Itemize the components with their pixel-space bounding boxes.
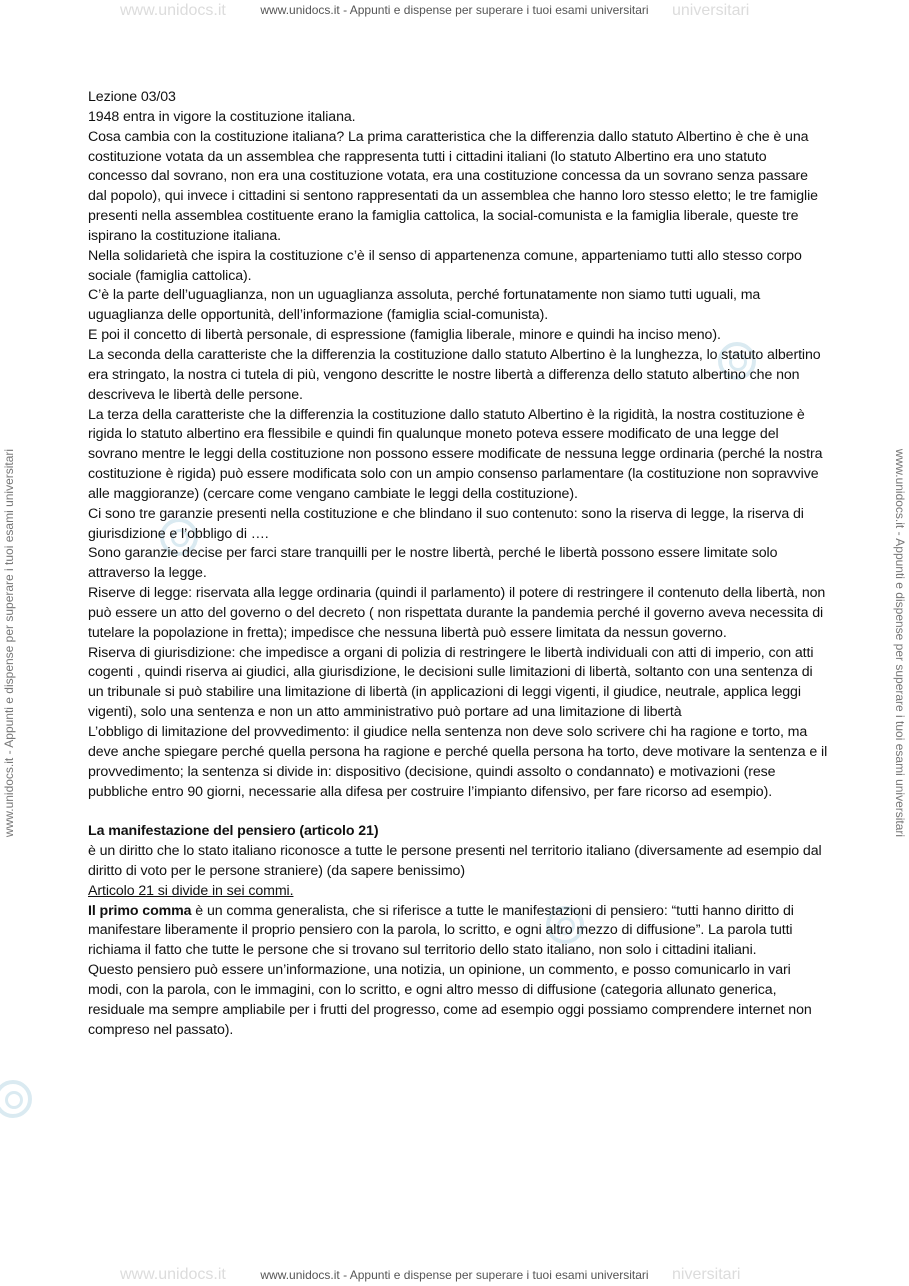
- bold-lead: Il primo comma: [88, 902, 192, 919]
- spacer: [88, 802, 828, 822]
- paragraph: C’è la parte dell’uguaglianza, non un uguaglianza assoluta, perché fortunatamente non siamo tutti uguali, ma uguaglianza delle opportunità, dell’informazione (famiglia scial-comunista).: [88, 287, 761, 324]
- watermark-faint-top: www.unidocs.it: [120, 2, 226, 19]
- paragraph: [88, 882, 828, 902]
- paragraph: La terza della caratteriste che la differenzia la costituzione dallo statuto Albertino è la rigidità, la nostra costituzione è rigida lo statuto albertino era flessibile e quindi fin qualunque moneto poteva essere modificato de una legge del sovrano mentre le leggi della costituzione non possono essere modificate de nessuna legge ordinaria (perché la nostra costituzione è rigida) può essere modificata solo con un ampio consenso parlamentare (la costituzione non sopravvive alle maggioranze) (cercare come vengano cambiate le leggi della costituzione).: [88, 406, 823, 502]
- paragraph: Questo pensiero può essere un’informazione, una notizia, un opinione, un commento, e posso comunicarlo in vari modi, con la parola, con le immagini, con lo scritto, e ogni altro messo di diffusione (categoria allunato generica, residuale ma sempre ampliabile per i frutti del progresso, come ad esempio oggi possiamo comprendere internet non compreso nel passato).: [88, 962, 812, 1038]
- paragraph: è un diritto che lo stato italiano riconosce a tutte le persone presenti nel territorio italiano (diversamente ad esempio dal diritto di voto per le persone straniere) (da sapere benissimo): [88, 843, 822, 879]
- paragraph: Il primo comma è un comma generalista, che si riferisce a tutte le manifestazioni di pensiero: “tutti hanno diritto di manifestare liberamente il proprio pensiero con la parola, lo scritto, e ogni altro mezzo di diffusione”. La parola tutti richiama il fatto che tutte le persone che si trovano sul territorio dello stato italiano, non solo i cittadini italiani.: [88, 902, 794, 959]
- header-watermark: www.unidocs.it - Appunti e dispense per superare i tuoi esami universitari: [260, 3, 649, 17]
- paragraph: Nella solidarietà che ispira la costituzione c’è il senso di appartenenza comune, apparteniamo tutti allo stesso corpo sociale (famiglia cattolica).: [88, 247, 802, 284]
- paragraph: La seconda della caratteriste che la differenzia la costituzione dallo statuto Albertino è la lunghezza, lo statuto albertino era stringato, la nostra ci tutela di più, vengono descritte le nostre libertà a differenza dello statuto albertino che non descriveva le libertà delle persone.: [88, 346, 821, 403]
- footer-watermark: www.unidocs.it - Appunti e dispense per superare i tuoi esami universitari: [260, 1268, 649, 1282]
- watermark-faint-bottom: www.unidocs.it: [120, 1266, 226, 1283]
- watermark-faint-bottom-right: niversitari: [672, 1266, 741, 1283]
- section-heading: La manifestazione del pensiero (articolo 21): [88, 823, 379, 840]
- paragraph: E poi il concetto di libertà personale, di espressione (famiglia liberale, minore e quindi ha inciso meno).: [88, 327, 721, 344]
- document-body: [88, 88, 828, 1041]
- paragraph: L’obbligo di limitazione del provvedimento: il giudice nella sentenza non deve solo scrivere chi ha ragione e torto, ma deve anche spiegare perché quella persona ha ragione e perché quella persona ha torto, deve motivare la sentenza e il provvedimento; la sentenza si divide in: dispositivo (decisione, quindi assolto o condannato) e motivazioni (rese pubbliche entro 90 giorni, necessarie alla difesa per costruire l’impianto difensivo, per fare ricorso ad esempio).: [88, 724, 828, 800]
- lesson-title: Lezione 03/03: [88, 89, 176, 105]
- paragraph: Riserve di legge: riservata alla legge ordinaria (quindi il parlamento) il potere di restringere il contenuto della libertà, non può essere un atto del governo o del decreto ( non rispettata durante la pandemia perché il governo aveva necessita di tutelare la popolazione in fretta); impedisce che nessuna libertà può essere limitata da nessun governo.: [88, 585, 826, 641]
- article-note: Articolo 21 si divide in sei commi.: [88, 882, 294, 899]
- watermark-faint-top-right: universitari: [672, 2, 750, 19]
- paragraph: Sono garanzie decise per farci stare tranquilli per le nostre libertà, perché le libertà possono essere limitate solo attraverso la legge.: [88, 545, 778, 582]
- paragraph: Riserva di giurisdizione: che impedisce a organi di polizia di restringere le libertà individuali con atti di imperio, con atti cogenti , quindi riserva ai giudici, alla giurisdizione, le decisioni sulle limitazioni di libertà, soltanto con una sentenza di un tribunale si può stabilire una limitazione di libertà (in applicazioni di leggi vigenti, il giudice, neutrale, applica leggi vigenti), solo una sentenza e non un atto amministrativo può portare ad una limitazione di libertà: [88, 644, 814, 721]
- watermark-logo-icon: [0, 1080, 32, 1118]
- paragraph: 1948 entra in vigore la costituzione italiana.: [88, 108, 356, 125]
- paragraph: Cosa cambia con la costituzione italiana? La prima caratteristica che la differenzia dallo statuto Albertino è che è una costituzione votata da un assemblea che rappresenta tutti i cittadini italiani (lo statuto Albertino era uno statuto concesso dal sovrano, non era una costituzione votata, era una costituzione concessa da un sovrano senza passare dal popolo), qui invece i cittadini si sentono rappresentati da un assemblea che hanno loro stesso eletto; le tre famiglie presenti nella assemblea costituente erano la famiglia cattolica, la social-comunista e la famiglia liberale, queste tre ispirano la costituzione italiana.: [88, 128, 818, 244]
- paragraph: Ci sono tre garanzie presenti nella costituzione e che blindano il suo contenuto: sono la riserva di legge, la riserva di giurisdizione e l’obbligo di ….: [88, 505, 804, 542]
